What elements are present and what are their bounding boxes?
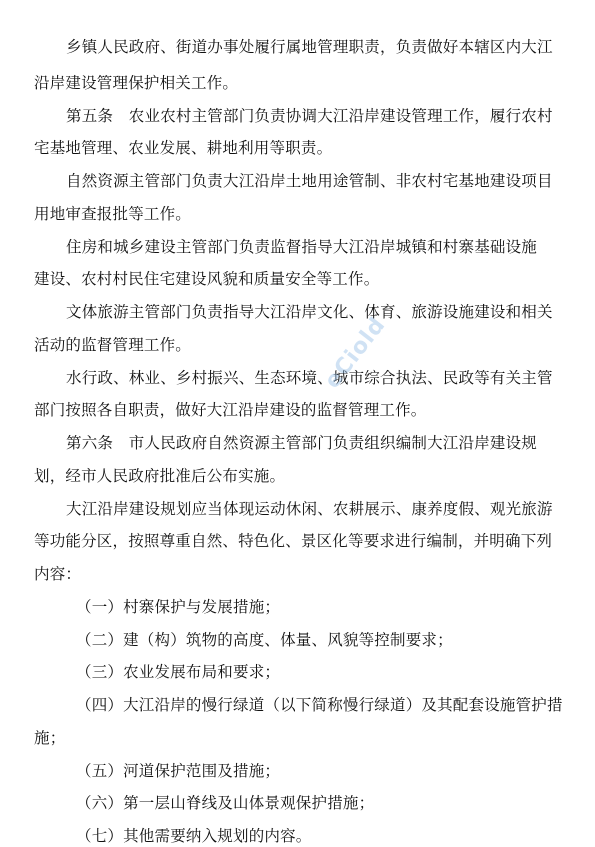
list-item-continuation: 施； — [34, 729, 66, 747]
article-6-heading-line: 第六条 市人民政府自然资源主管部门负责组织编制大江沿岸建设规 — [66, 434, 538, 452]
text-line: 部门按照各自职责，做好大江沿岸建设的监督管理工作。 — [34, 401, 427, 419]
list-item: （三）农业发展布局和要求； — [76, 663, 281, 681]
text-line: 住房和城乡建设主管部门负责监督指导大江沿岸城镇和村寨基础设施 — [66, 238, 538, 256]
text-line: 文体旅游主管部门负责指导大江沿岸文化、体育、旅游设施建设和相关 — [66, 303, 553, 321]
list-item: （二）建（构）筑物的高度、体量、风貌等控制要求； — [76, 631, 453, 649]
text-line: 建设、农村村民住宅建设风貌和质量安全等工作。 — [34, 270, 380, 288]
text-line: 大江沿岸建设规划应当体现运动休闲、农耕展示、康养度假、观光旅游 — [66, 500, 553, 518]
text-line: 用地审查报批等工作。 — [34, 205, 192, 223]
text-line: 活动的监督管理工作。 — [34, 336, 192, 354]
list-item: （七）其他需要纳入规划的内容。 — [76, 827, 312, 845]
text-line: 乡镇人民政府、街道办事处履行属地管理职责，负责做好本辖区内大江 — [66, 38, 553, 56]
text-line: 自然资源主管部门负责大江沿岸土地用途管制、非农村宅基地建设项目 — [66, 172, 553, 190]
text-line: 内容： — [34, 565, 82, 583]
list-item: （四）大江沿岸的慢行绿道（以下简称慢行绿道）及其配套设施管护措 — [76, 696, 563, 714]
article-5-heading-line: 第五条 农业农村主管部门负责协调大江沿岸建设管理工作，履行农村 — [66, 107, 553, 125]
text-line: 等功能分区，按照尊重自然、特色化、景区化等要求进行编制，并明确下列 — [34, 532, 553, 550]
text-line: 划，经市人民政府批准后公布实施。 — [34, 467, 286, 485]
text-line: 水行政、林业、乡村振兴、生态环境、城市综合执法、民政等有关主管 — [66, 369, 553, 387]
text-line: 宅基地管理、农业发展、耕地利用等职责。 — [34, 139, 333, 157]
watermark: eCiold — [320, 312, 391, 394]
list-item: （五）河道保护范围及措施； — [76, 762, 281, 780]
text-line: 沿岸建设管理保护相关工作。 — [34, 74, 239, 92]
list-item: （一）村寨保护与发展措施； — [76, 598, 281, 616]
list-item: （六）第一层山脊线及山体景观保护措施； — [76, 794, 375, 812]
